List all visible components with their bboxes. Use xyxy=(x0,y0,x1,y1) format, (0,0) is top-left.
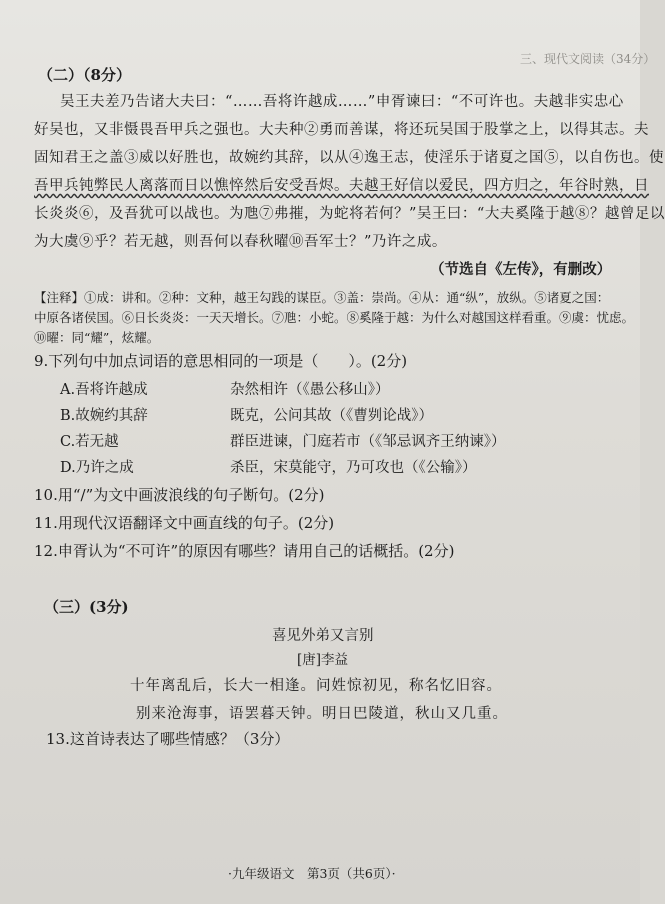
notes-line-2: 中原各诸侯国。⑥日长炎炎：一天天增长。⑦虺：小蛇。⑧奚隆于越：为什么对越国这样看重。⑨虞：忧虑。 xyxy=(34,310,635,325)
poem-line-1: 十年离乱后，长大一相逢。问姓惊初见，称名忆旧容。 xyxy=(130,678,502,694)
poem-line-2: 别来沧海事，语罢暮天钟。明日巴陵道，秋山又几重。 xyxy=(136,706,508,722)
header-corner: 三、现代文阅读（34分） xyxy=(520,52,656,66)
q9-option-c: C.若无越 xyxy=(60,434,119,450)
passage-line-1: 吴王夫差乃告诸大夫曰：“……吾将许越成……”申胥谏曰：“不可许也。夫越非实忠心 xyxy=(60,94,624,110)
passage-line-6: 为大虞⑨乎？若无越，则吾何以春秋曜⑩吾军士？”乃许之成。 xyxy=(34,234,447,250)
q9-option-d: D.乃许之成 xyxy=(60,460,134,476)
passage-line-2: 好吴也，又非慑畏吾甲兵之强也。大夫种②勇而善谋，将还玩吴国于股掌之上，以得其志。夫 xyxy=(34,122,649,138)
notes-line-1: 【注释】①成：讲和。②种：文种，越王勾践的谋臣。③盖：崇尚。④从：通“纵”，放纵。⑤诸夏之国： xyxy=(34,290,610,305)
section3-heading: （三）(3分) xyxy=(44,598,129,616)
poem-author: [唐]李益 xyxy=(297,652,349,668)
passage-line-4-wavy: 吾甲兵钝弊民人离落而日以憔悴然后安受吾烬。夫越王好信以爱民，四方归之，年谷时熟，日 xyxy=(34,178,649,194)
question-11: 11.用现代汉语翻译文中画直线的句子。(2分) xyxy=(34,514,335,532)
passage-source: （节选自《左传》，有删改） xyxy=(430,261,612,278)
q9-option-a: A.吾将许越成 xyxy=(60,382,148,398)
page-footer: ·九年级语文 第3页（共6页）· xyxy=(228,866,396,881)
question-9-stem: 9.下列句中加点词语的意思相同的一项是（ ）。(2分) xyxy=(34,352,408,370)
q9-option-b-ref: 既克，公问其故（《曹刿论战》） xyxy=(230,408,433,424)
q9-option-d-ref: 杀臣，宋莫能守，乃可攻也（《公输》） xyxy=(230,460,477,476)
poem-title: 喜见外弟又言别 xyxy=(272,628,374,644)
q9-option-c-ref: 群臣进谏，门庭若市（《邹忌讽齐王纳谏》） xyxy=(230,434,506,450)
question-13: 13.这首诗表达了哪些情感？（3分） xyxy=(46,730,290,748)
q9-option-b: B.故婉约其辞 xyxy=(60,408,148,424)
notes-line-3: ⑩曜：同“耀”，炫耀。 xyxy=(34,330,160,345)
question-10: 10.用“/”为文中画波浪线的句子断句。(2分) xyxy=(34,486,325,504)
passage-line-3: 固知君王之盖③威以好胜也，故婉约其辞，以从④逸王志，使淫乐于诸夏之国⑤，以自伤也。使 xyxy=(34,150,664,166)
question-12: 12.申胥认为“不可许”的原因有哪些？请用自己的话概括。(2分) xyxy=(34,542,455,560)
q9-option-a-ref: 杂然相许（《愚公移山》） xyxy=(230,382,390,398)
passage-line-5: 长炎炎⑥，及吾犹可以战也。为虺⑦弗摧，为蛇将若何？”吴王曰：“大夫奚隆于越⑧？越曾足以 xyxy=(34,206,665,222)
section2-heading: （二）（8分） xyxy=(38,66,131,84)
